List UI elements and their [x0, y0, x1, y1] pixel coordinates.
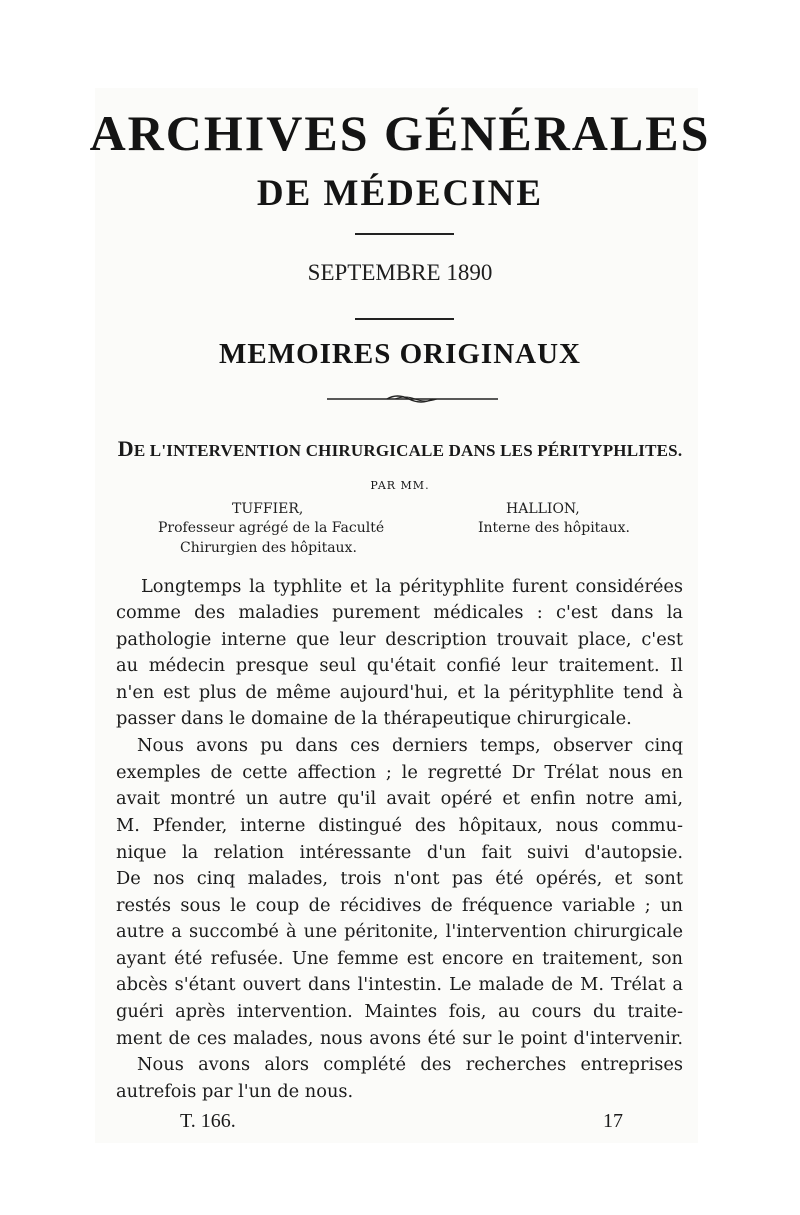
author1-title-line2: Chirurgien des hôpitaux.	[180, 540, 357, 556]
page-number: 17	[603, 1110, 623, 1132]
body-line: n'en est plus de même aujourd'hui, et la pérityphlite tend à	[116, 682, 683, 703]
article-title	[0, 436, 800, 462]
body-line: Nous avons pu dans ces derniers temps, observer cinq	[137, 735, 683, 756]
authors-intro: PAR MM.	[370, 479, 430, 492]
author1-name: TUFFIER,	[232, 501, 304, 517]
ornament-divider	[325, 392, 500, 406]
section-heading: MEMOIRES ORIGINAUX	[219, 338, 581, 370]
body-line: comme des maladies purement médicales : c'est dans la	[116, 602, 683, 623]
divider-rule-1	[355, 233, 454, 235]
issue-date: SEPTEMBRE 1890	[307, 260, 493, 285]
body-line: ment de ces malades, nous avons été sur le point d'intervenir.	[116, 1028, 683, 1049]
body-line: guéri après intervention. Maintes fois, au cours du traite-	[116, 1001, 683, 1022]
body-line: exemples de cette affection ; le regretté Dr Trélat nous en	[116, 762, 683, 783]
body-line: passer dans le domaine de la thérapeutique chirurgicale.	[116, 708, 632, 729]
body-line: au médecin presque seul qu'était confié leur traitement. Il	[116, 655, 683, 676]
journal-title-line1: ARCHIVES GÉNÉRALES	[89, 105, 711, 161]
body-line: pathologie interne que leur description trouvait place, c'est	[116, 629, 683, 650]
body-line: nique la relation intéressante d'un fait suivi d'autopsie.	[116, 842, 683, 863]
author2-title-line1: Interne des hôpitaux.	[478, 520, 631, 536]
body-line: autre a succombé à une péritonite, l'intervention chirurgicale	[116, 921, 683, 942]
body-line: avait montré un autre qu'il avait opéré et enfin notre ami,	[116, 788, 683, 809]
body-line: abcès s'étant ouvert dans l'intestin. Le malade de M. Trélat a	[116, 974, 683, 995]
journal-title-line2: DE MÉDECINE	[256, 173, 544, 214]
body-line: ayant été refusée. Une femme est encore en traitement, son	[116, 948, 683, 969]
body-line: Nous avons alors complété des recherches entreprises	[137, 1054, 683, 1075]
divider-rule-2	[355, 318, 454, 320]
body-line: Longtemps la typhlite et la pérityphlite furent considérées	[141, 576, 683, 597]
author2-name: HALLION,	[506, 501, 580, 517]
article-title-rest: E L'INTERVENTION CHIRURGICALE DANS LES PÉRITYPHLITES.	[133, 441, 683, 460]
body-line: M. Pfender, interne distingué des hôpitaux, nous commu-	[116, 815, 683, 836]
body-line: restés sous le coup de récidives de fréquence variable ; un	[116, 895, 683, 916]
body-line: De nos cinq malades, trois n'ont pas été opérés, et sont	[116, 868, 683, 889]
volume-number: T. 166.	[180, 1110, 236, 1132]
author1-title-line1: Professeur agrégé de la Faculté	[158, 520, 385, 536]
article-title-initial: D	[117, 436, 134, 461]
body-line: autrefois par l'un de nous.	[116, 1081, 354, 1102]
